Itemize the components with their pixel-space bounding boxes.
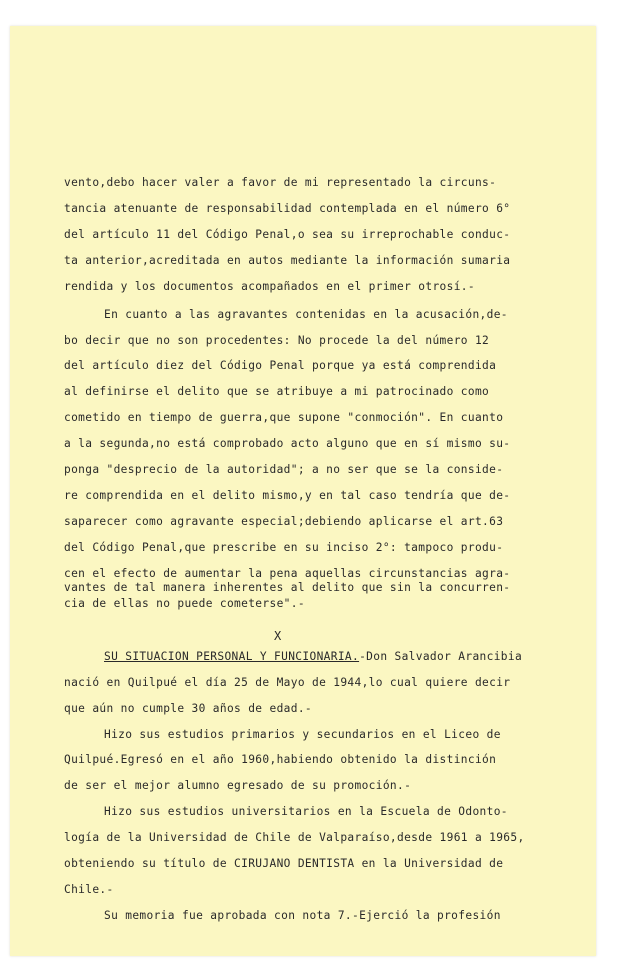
section-numeral: X [274, 629, 282, 643]
text-line: En cuanto a las agravantes contenidas en la acusación,de- [104, 308, 508, 321]
text-line: a la segunda,no está comprobado acto alguno que en sí mismo su- [64, 437, 511, 450]
text-line: logía de la Universidad de Chile de Valparaíso,desde 1961 a 1965, [64, 831, 525, 844]
text-line: ponga "desprecio de la autoridad"; a no ser que se la conside- [64, 463, 504, 476]
text-line: Chile.- [64, 883, 114, 896]
section-heading: SU SITUACION PERSONAL Y FUNCIONARIA. [104, 650, 360, 663]
text-line: cometido en tiempo de guerra,que supone "conmoción". En cuanto [64, 411, 504, 424]
text-line: cen el efecto de aumentar la pena aquellas circunstancias agra- [64, 567, 511, 580]
text-line: de ser el mejor alumno egresado de su promoción.- [64, 779, 412, 792]
text-line: nació en Quilpué el día 25 de Mayo de 1944,lo cual quiere decir [64, 676, 511, 689]
text-line: tancia atenuante de responsabilidad contemplada en el número 6° [64, 202, 511, 215]
text-line: obteniendo su título de CIRUJANO DENTISTA en la Universidad de [64, 857, 504, 870]
text-line: vantes de tal manera inherentes al delito que sin la concurren- [64, 581, 511, 594]
text-line: ta anterior,acreditada en autos mediante la información sumaria [64, 254, 511, 267]
text-line: saparecer como agravante especial;debiendo aplicarse el art.63 [64, 515, 504, 528]
text-line: Quilpué.Egresó en el año 1960,habiendo obtenido la distinción [64, 753, 497, 766]
text-line: cia de ellas no puede cometerse".- [64, 597, 305, 610]
document-page [10, 26, 596, 956]
text-line: que aún no cumple 30 años de edad.- [64, 702, 312, 715]
text-line: Su memoria fue aprobada con nota 7.-Ejerció la profesión [104, 909, 501, 922]
text-line: al definirse el delito que se atribuye a mi patrocinado como [64, 385, 490, 398]
text-line: del artículo diez del Código Penal porque ya está comprendida [64, 359, 497, 372]
text-line: bo decir que no son procedentes: No procede la del número 12 [64, 334, 490, 347]
text-line: Hizo sus estudios universitarios en la Escuela de Odonto- [104, 805, 508, 818]
text-line: Hizo sus estudios primarios y secundarios en el Liceo de [104, 728, 501, 741]
text-line: vento,debo hacer valer a favor de mi representado la circuns- [64, 176, 497, 189]
text-line: rendida y los documentos acompañados en el primer otrosí.- [64, 280, 475, 293]
section-heading-line [104, 650, 522, 663]
text-line: del Código Penal,que prescribe en su inciso 2°: tampoco produ- [64, 541, 504, 554]
heading-continuation: -Don Salvador Arancibia [359, 650, 523, 663]
text-line: del artículo 11 del Código Penal,o sea su irreprochable conduc- [64, 228, 511, 241]
text-line: re comprendida en el delito mismo,y en tal caso tendría que de- [64, 489, 511, 502]
